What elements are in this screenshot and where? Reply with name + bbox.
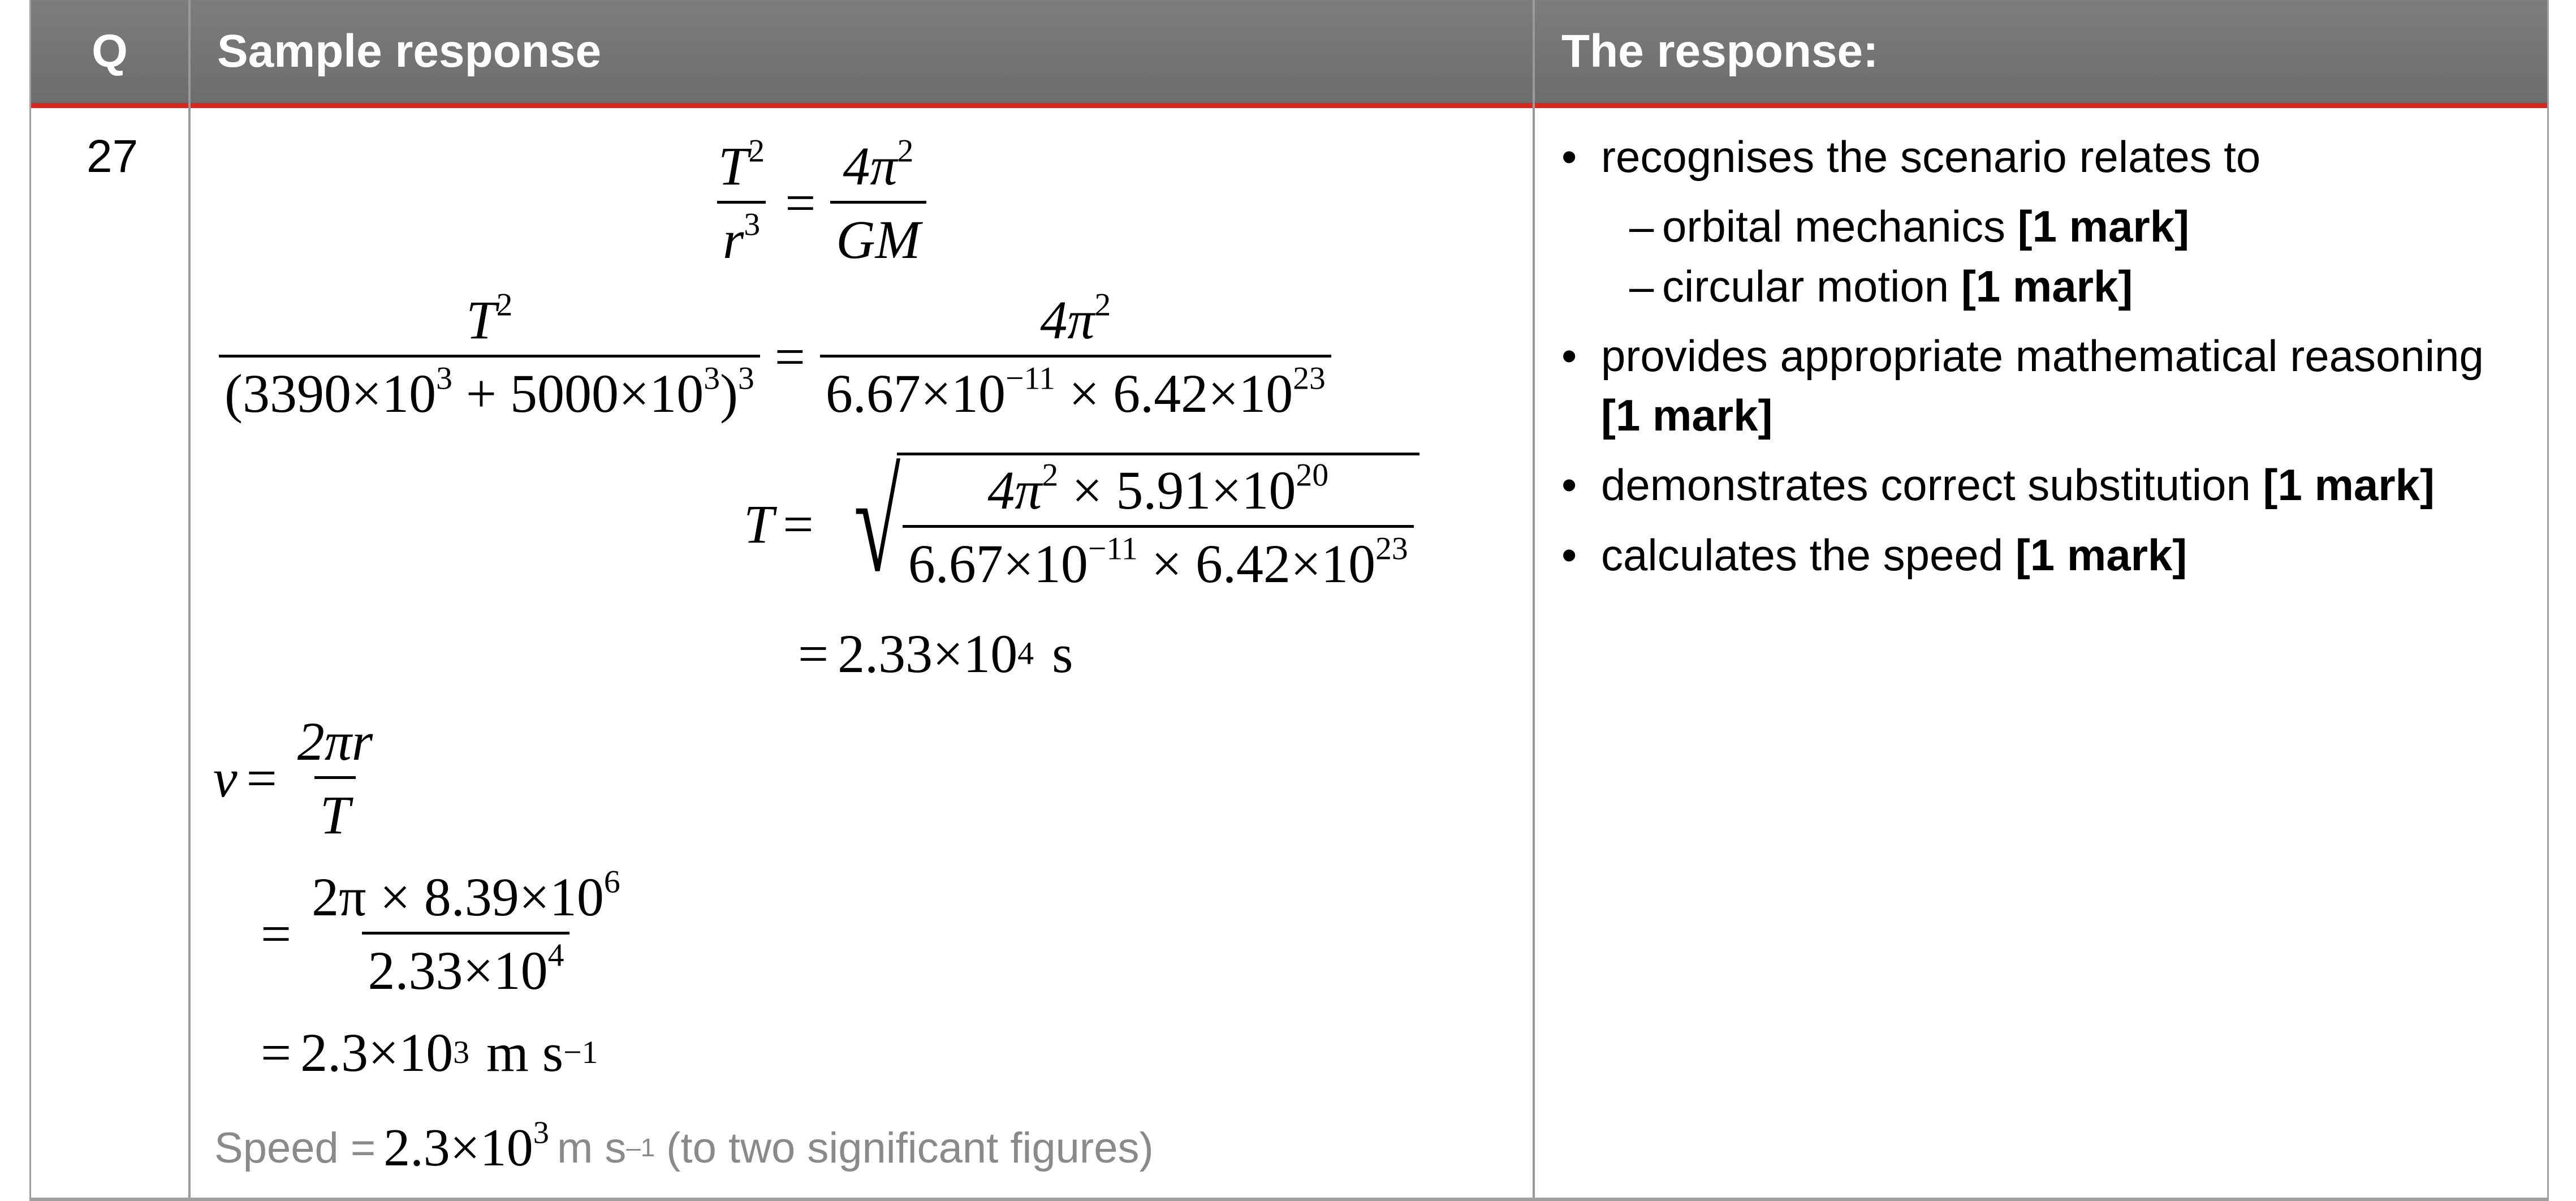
criterion-item: • recognises the scenario relates to [1561,132,2261,182]
fraction: $\frac{4\pi^2}{GM}$ [830,135,926,271]
criterion-subitem: – orbital mechanics [1 mark] [1629,201,2190,252]
equation-speed-result: = 2.3×10 3 m s −1 [261,1022,598,1083]
equation-speed-substitution: = $\frac{2\pi \times 8.39\times 10^6}{2.33\times 10^4}$ [252,866,632,1002]
fraction: $\frac{T^2}{(3390\times 10^3 + 5000\times 10^3)^3}$ [219,289,760,425]
table-header [31,0,2547,108]
marking-table [29,0,2549,1201]
fraction: $\frac{4\pi^2 \times 5.91\times 10^{20}}{6.67\times 10^{-11} \times 6.42\times 10^{23}}$ [903,459,1414,595]
equation-speed: v = $\frac{2\pi r}{T}$ [213,710,384,846]
equation-kepler: $\frac{T^2}{r^3}$ = $\frac{4\pi^2}{GM}$ [707,135,932,271]
equation-period-result: = 2.33×10 4 s [798,623,1073,684]
final-answer: Speed = $2.3\times 10^3$ m s –1 (to two significant figures) [214,1115,1154,1177]
equation-period: T = √ $\frac{4\pi^2 \times 5.91\times 10^{20}}{6.67\times 10^{-11} \times 6.42\times 10^{23}}$ [744,453,1419,595]
equation-substitution: $\frac{T^2}{(3390\times 10^3 + 5000\times 10^3)^3}$ = $\frac{4\pi^2}{6.67\times 10^{-11} \times 6.42\times 10^{23}}$ [213,289,1337,425]
response-criteria [1561,127,2534,595]
fraction: $\frac{4\pi^2}{6.67\times 10^{-11} \times 6.42\times 10^{23}}$ [820,289,1331,425]
column-divider [188,0,191,1198]
fraction: $\frac{2\pi \times 8.39\times 10^6}{2.33\times 10^4}$ [312,864,620,1001]
square-root: √ $\frac{4\pi^2 \times 5.91\times 10^{20}}{6.67\times 10^{-11} \times 6.42\times 10^{23}}$ [823,453,1419,595]
criterion-item: • calculates the speed [1 mark] [1561,530,2187,580]
header-the-response: The response: [1561,25,1879,77]
fraction: $\frac{T^2}{r^3}$ [718,133,765,270]
column-divider [1533,0,1535,1198]
fraction: $\frac{2\pi r}{T}$ [297,711,373,845]
criterion-subitem: – circular motion [1 mark] [1629,261,2133,311]
criterion-item: • provides appropriate mathematical reasoning [1 mark] [1561,330,2484,441]
criterion-item: • demonstrates correct substitution [1 mark] [1561,460,2435,510]
header-q: Q [92,25,128,77]
header-sample-response: Sample response [217,25,602,77]
question-number: 27 [87,131,139,182]
